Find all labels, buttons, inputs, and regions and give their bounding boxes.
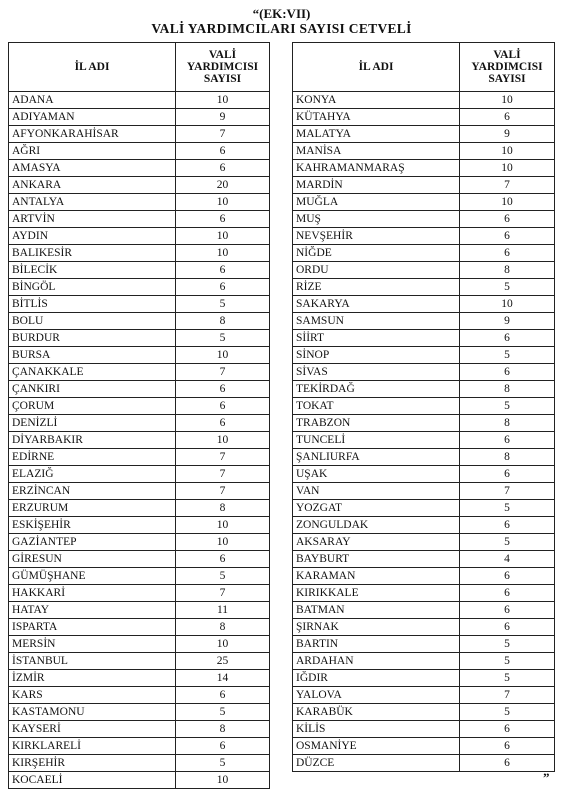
province-name: HAKKARİ [9, 585, 176, 602]
table-row [293, 177, 555, 194]
province-name: ARDAHAN [293, 653, 460, 670]
deputy-governor-count: 6 [460, 211, 555, 228]
province-name: İSTANBUL [9, 653, 176, 670]
deputy-governor-count: 8 [460, 381, 555, 398]
deputy-governor-count: 6 [176, 415, 270, 432]
deputy-governor-count: 6 [460, 619, 555, 636]
deputy-governor-count: 7 [460, 483, 555, 500]
column-header-il-adi: İL ADI [9, 43, 176, 92]
table-row [9, 126, 270, 143]
table-row [293, 721, 555, 738]
table-row [9, 296, 270, 313]
table-row [9, 772, 270, 789]
province-name: ANKARA [9, 177, 176, 194]
province-name: MARDİN [293, 177, 460, 194]
column-header-line: VALİ [208, 49, 237, 61]
table-row [293, 755, 555, 772]
deputy-governor-count: 6 [176, 687, 270, 704]
deputy-governor-count: 10 [460, 160, 555, 177]
table-row [9, 585, 270, 602]
column-header-sayi [176, 43, 270, 92]
deputy-governor-count: 7 [176, 483, 270, 500]
table-row [293, 636, 555, 653]
table-row [293, 347, 555, 364]
left-table [8, 42, 270, 789]
province-name: EDİRNE [9, 449, 176, 466]
table-row [9, 466, 270, 483]
table-row [293, 568, 555, 585]
deputy-governor-count: 10 [176, 245, 270, 262]
table-row [9, 109, 270, 126]
table-row [9, 653, 270, 670]
deputy-governor-count: 10 [176, 517, 270, 534]
deputy-governor-count: 6 [176, 551, 270, 568]
deputy-governor-count: 6 [460, 466, 555, 483]
province-name: SAKARYA [293, 296, 460, 313]
province-name: HATAY [9, 602, 176, 619]
province-name: ŞANLIURFA [293, 449, 460, 466]
deputy-governor-count: 6 [176, 398, 270, 415]
province-name: TRABZON [293, 415, 460, 432]
deputy-governor-count: 5 [460, 704, 555, 721]
right-table-body [293, 92, 555, 772]
province-name: ADANA [9, 92, 176, 109]
province-name: ERZİNCAN [9, 483, 176, 500]
deputy-governor-count: 5 [460, 279, 555, 296]
province-name: ÇORUM [9, 398, 176, 415]
table-row [293, 313, 555, 330]
province-name: SİVAS [293, 364, 460, 381]
deputy-governor-count: 10 [176, 636, 270, 653]
deputy-governor-count: 8 [460, 449, 555, 466]
table-row [9, 449, 270, 466]
province-name: MUŞ [293, 211, 460, 228]
table-row [9, 228, 270, 245]
province-name: YOZGAT [293, 500, 460, 517]
province-name: RİZE [293, 279, 460, 296]
deputy-governor-count: 5 [460, 636, 555, 653]
table-row [9, 517, 270, 534]
table-row [9, 721, 270, 738]
annex-label: “(EK:VII) [252, 6, 311, 21]
province-name: NEVŞEHİR [293, 228, 460, 245]
right-table [292, 42, 555, 772]
table-row [9, 279, 270, 296]
table-row [293, 653, 555, 670]
table-row [293, 245, 555, 262]
table-row [9, 211, 270, 228]
province-name: ERZURUM [9, 500, 176, 517]
table-row [9, 415, 270, 432]
deputy-governor-count: 8 [176, 500, 270, 517]
column-header-line: SAYISI [203, 73, 242, 85]
province-name: SAMSUN [293, 313, 460, 330]
table-row [293, 704, 555, 721]
column-header-sayi [460, 43, 555, 92]
deputy-governor-count: 5 [460, 398, 555, 415]
table-row [293, 364, 555, 381]
deputy-governor-count: 9 [460, 126, 555, 143]
table-row [9, 330, 270, 347]
table-row [293, 194, 555, 211]
deputy-governor-count: 10 [176, 194, 270, 211]
deputy-governor-count: 10 [176, 92, 270, 109]
deputy-governor-count: 25 [176, 653, 270, 670]
left-table-header [9, 43, 270, 92]
table-row [9, 398, 270, 415]
table-row [9, 670, 270, 687]
province-name: AYDIN [9, 228, 176, 245]
deputy-governor-count: 5 [176, 568, 270, 585]
left-table-body [9, 92, 270, 789]
province-name: ELAZIĞ [9, 466, 176, 483]
province-name: NİĞDE [293, 245, 460, 262]
table-row [9, 245, 270, 262]
province-name: ADIYAMAN [9, 109, 176, 126]
province-name: BARTIN [293, 636, 460, 653]
deputy-governor-count: 10 [176, 772, 270, 789]
province-name: KARABÜK [293, 704, 460, 721]
table-row [293, 211, 555, 228]
province-name: BURDUR [9, 330, 176, 347]
table-row [293, 415, 555, 432]
province-name: VAN [293, 483, 460, 500]
table-row [293, 534, 555, 551]
table-row [293, 262, 555, 279]
province-name: GAZİANTEP [9, 534, 176, 551]
deputy-governor-count: 5 [176, 296, 270, 313]
table-row [293, 92, 555, 109]
province-name: MANİSA [293, 143, 460, 160]
table-row [293, 687, 555, 704]
deputy-governor-count: 6 [460, 228, 555, 245]
table-row [9, 194, 270, 211]
deputy-governor-count: 6 [176, 738, 270, 755]
table-row [9, 483, 270, 500]
province-name: ISPARTA [9, 619, 176, 636]
deputy-governor-count: 10 [460, 296, 555, 313]
table-row [293, 466, 555, 483]
province-name: ANTALYA [9, 194, 176, 211]
province-name: KIRIKKALE [293, 585, 460, 602]
province-name: KIRŞEHİR [9, 755, 176, 772]
table-row [293, 398, 555, 415]
province-name: KAHRAMANMARAŞ [293, 160, 460, 177]
table-row [293, 602, 555, 619]
table-row [9, 687, 270, 704]
province-name: ZONGULDAK [293, 517, 460, 534]
table-row [293, 126, 555, 143]
deputy-governor-count: 6 [460, 517, 555, 534]
right-table-header [293, 43, 555, 92]
province-name: BATMAN [293, 602, 460, 619]
table-row [9, 347, 270, 364]
table-row [9, 500, 270, 517]
table-row [9, 262, 270, 279]
deputy-governor-count: 5 [460, 653, 555, 670]
table-row [293, 483, 555, 500]
deputy-governor-count: 6 [460, 755, 555, 772]
table-row [293, 279, 555, 296]
document-title: VALİ YARDIMCILARI SAYISI CETVELİ [151, 21, 412, 36]
deputy-governor-count: 6 [460, 245, 555, 262]
deputy-governor-count: 8 [176, 721, 270, 738]
table-row [9, 568, 270, 585]
table-row [9, 636, 270, 653]
deputy-governor-count: 5 [460, 670, 555, 687]
closing-quote: ” [543, 770, 550, 785]
table-row [293, 330, 555, 347]
province-name: ÇANAKKALE [9, 364, 176, 381]
province-name: ŞIRNAK [293, 619, 460, 636]
column-header-il-adi: İL ADI [293, 43, 460, 92]
province-name: BURSA [9, 347, 176, 364]
province-name: SİİRT [293, 330, 460, 347]
province-name: GÜMÜŞHANE [9, 568, 176, 585]
province-name: ARTVİN [9, 211, 176, 228]
province-name: KIRKLARELİ [9, 738, 176, 755]
table-row [9, 381, 270, 398]
province-name: MUĞLA [293, 194, 460, 211]
province-name: UŞAK [293, 466, 460, 483]
deputy-governor-count: 10 [176, 534, 270, 551]
table-row [293, 228, 555, 245]
deputy-governor-count: 5 [460, 347, 555, 364]
table-row [293, 381, 555, 398]
column-header-line: YARDIMCISI [471, 61, 543, 73]
deputy-governor-count: 8 [460, 262, 555, 279]
province-name: BİTLİS [9, 296, 176, 313]
table-row [9, 738, 270, 755]
deputy-governor-count: 10 [460, 143, 555, 160]
province-name: SİNOP [293, 347, 460, 364]
table-row [293, 500, 555, 517]
deputy-governor-count: 5 [176, 330, 270, 347]
column-header-line: YARDIMCISI [186, 61, 259, 73]
province-name: IĞDIR [293, 670, 460, 687]
table-row [9, 313, 270, 330]
table-row [293, 432, 555, 449]
province-name: KARS [9, 687, 176, 704]
deputy-governor-count: 6 [460, 568, 555, 585]
column-header-line: VALİ [493, 49, 521, 61]
table-row [9, 619, 270, 636]
deputy-governor-count: 10 [176, 228, 270, 245]
deputy-governor-count: 6 [460, 364, 555, 381]
province-name: BAYBURT [293, 551, 460, 568]
province-name: İZMİR [9, 670, 176, 687]
table-row [9, 160, 270, 177]
deputy-governor-count: 7 [176, 449, 270, 466]
deputy-governor-count: 6 [176, 211, 270, 228]
province-name: KONYA [293, 92, 460, 109]
province-name: AKSARAY [293, 534, 460, 551]
deputy-governor-count: 10 [460, 194, 555, 211]
table-row [9, 551, 270, 568]
table-row [293, 585, 555, 602]
deputy-governor-count: 6 [460, 432, 555, 449]
deputy-governor-count: 11 [176, 602, 270, 619]
deputy-governor-count: 9 [176, 109, 270, 126]
table-row [9, 177, 270, 194]
table-row [9, 92, 270, 109]
deputy-governor-count: 6 [460, 109, 555, 126]
province-name: BOLU [9, 313, 176, 330]
deputy-governor-count: 8 [460, 415, 555, 432]
deputy-governor-count: 5 [460, 534, 555, 551]
deputy-governor-count: 10 [176, 347, 270, 364]
province-name: KÜTAHYA [293, 109, 460, 126]
deputy-governor-count: 5 [460, 500, 555, 517]
province-name: ÇANKIRI [9, 381, 176, 398]
table-row [293, 738, 555, 755]
table-row [9, 755, 270, 772]
table-row [293, 143, 555, 160]
table-row [9, 364, 270, 381]
deputy-governor-count: 7 [176, 364, 270, 381]
deputy-governor-count: 6 [176, 143, 270, 160]
deputy-governor-count: 6 [176, 262, 270, 279]
province-name: TOKAT [293, 398, 460, 415]
deputy-governor-count: 7 [460, 687, 555, 704]
province-name: MALATYA [293, 126, 460, 143]
province-name: DENİZLİ [9, 415, 176, 432]
province-name: KİLİS [293, 721, 460, 738]
province-name: OSMANİYE [293, 738, 460, 755]
province-name: TUNCELİ [293, 432, 460, 449]
table-row [9, 704, 270, 721]
deputy-governor-count: 8 [176, 619, 270, 636]
deputy-governor-count: 6 [176, 381, 270, 398]
province-name: ORDU [293, 262, 460, 279]
deputy-governor-count: 7 [176, 585, 270, 602]
province-name: AFYONKARAHİSAR [9, 126, 176, 143]
province-name: BİLECİK [9, 262, 176, 279]
province-name: AMASYA [9, 160, 176, 177]
table-row [9, 432, 270, 449]
deputy-governor-count: 6 [460, 721, 555, 738]
deputy-governor-count: 6 [460, 602, 555, 619]
deputy-governor-count: 7 [460, 177, 555, 194]
table-row [293, 449, 555, 466]
province-name: BALIKESİR [9, 245, 176, 262]
province-name: AĞRI [9, 143, 176, 160]
deputy-governor-count: 10 [176, 432, 270, 449]
table-row [293, 517, 555, 534]
province-name: MERSİN [9, 636, 176, 653]
table-row [9, 534, 270, 551]
table-row [293, 551, 555, 568]
table-row [293, 619, 555, 636]
province-name: ESKİŞEHİR [9, 517, 176, 534]
deputy-governor-count: 8 [176, 313, 270, 330]
deputy-governor-count: 6 [460, 330, 555, 347]
province-name: KAYSERİ [9, 721, 176, 738]
deputy-governor-count: 9 [460, 313, 555, 330]
province-name: KARAMAN [293, 568, 460, 585]
table-row [293, 109, 555, 126]
province-name: TEKİRDAĞ [293, 381, 460, 398]
deputy-governor-count: 7 [176, 126, 270, 143]
table-row [293, 296, 555, 313]
province-name: KASTAMONU [9, 704, 176, 721]
table-row [9, 143, 270, 160]
deputy-governor-count: 6 [176, 160, 270, 177]
deputy-governor-count: 7 [176, 466, 270, 483]
deputy-governor-count: 10 [460, 92, 555, 109]
province-name: GİRESUN [9, 551, 176, 568]
table-row [293, 160, 555, 177]
deputy-governor-count: 6 [460, 738, 555, 755]
province-name: BİNGÖL [9, 279, 176, 296]
deputy-governor-count: 4 [460, 551, 555, 568]
table-row [9, 602, 270, 619]
column-header-line: SAYISI [488, 73, 526, 85]
deputy-governor-count: 5 [176, 704, 270, 721]
province-name: DİYARBAKIR [9, 432, 176, 449]
deputy-governor-count: 14 [176, 670, 270, 687]
province-name: YALOVA [293, 687, 460, 704]
deputy-governor-count: 5 [176, 755, 270, 772]
deputy-governor-count: 20 [176, 177, 270, 194]
province-name: KOCAELİ [9, 772, 176, 789]
province-name: DÜZCE [293, 755, 460, 772]
deputy-governor-count: 6 [460, 585, 555, 602]
deputy-governor-count: 6 [176, 279, 270, 296]
table-row [293, 670, 555, 687]
